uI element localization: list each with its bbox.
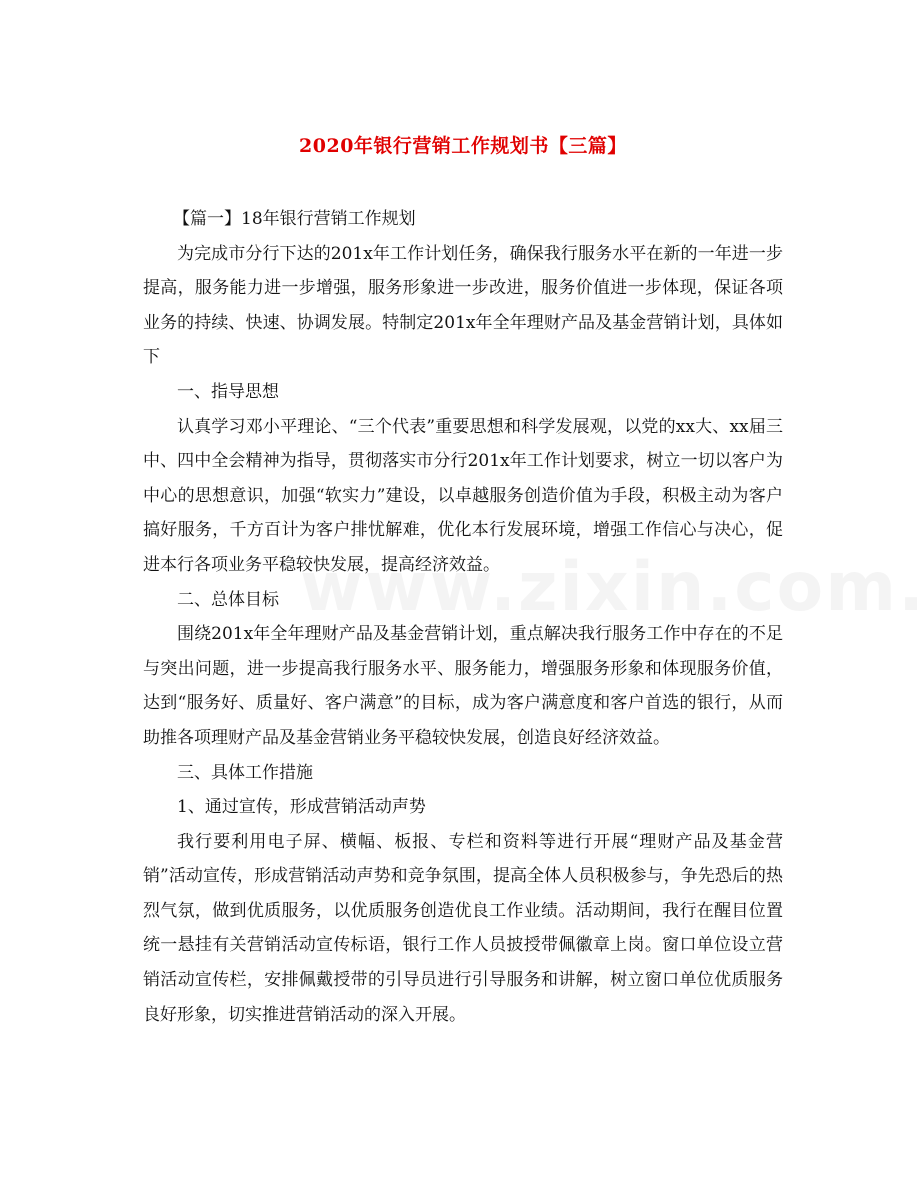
document-title: 2020年银行营销工作规划书【三篇】 [299, 135, 627, 157]
subheading-publicity: 1、通过宣传，形成营销活动声势 [177, 797, 426, 818]
paragraph-guiding-ideology: 认真学习邓小平理论、“三个代表”重要思想和科学发展观，以党的xx大、xx届三中、四中全会精神为指导，贯彻落实市分行201x年工作计划要求，树立一切以客户为中心的思想意识，加强“软实力”建设，以卓越服务创造价值为手段，积极主动为客户搞好服务，千方百计为客户排忧解难，优化本行发展环境，增强工作信心与决心，促进本行各项业务平稳较快发展，提高经济效益。 [143, 416, 783, 575]
paragraph-overall-goal: 围绕201x年全年理财产品及基金营销计划，重点解决我行服务工作中存在的不足与突出问题，进一步提高我行服务水平、服务能力，增强服务形象和体现服务价值，达到“服务好、质量好、客户满意”的目标，成为客户满意度和客户首选的银行，从而助推各项理财产品及基金营销业务平稳较快发展，创造良好经济效益。 [143, 624, 783, 748]
document-body [143, 202, 783, 1032]
paragraph-publicity: 我行要利用电子屏、横幅、板报、专栏和资料等进行开展“理财产品及基金营销”活动宣传，形成营销活动声势和竞争氛围，提高全体人员积极参与，争先恐后的热烈气氛，做到优质服务，以优质服务创造优良工作业绩。活动期间，我行在醒目位置统一悬挂有关营销活动宣传标语，银行工作人员披授带佩徽章上岗。窗口单位设立营销活动宣传栏，安排佩戴授带的引导员进行引导服务和讲解，树立窗口单位优质服务良好形象，切实推进营销活动的深入开展。 [143, 831, 783, 1025]
heading-guiding-ideology: 一、指导思想 [177, 381, 279, 402]
intro-paragraph: 为完成市分行下达的201x年工作计划任务，确保我行服务水平在新的一年进一步提高，服务能力进一步增强，服务形象进一步改进，服务价值进一步体现，保证各项业务的持续、快速、协调发展。特制定201x年全年理财产品及基金营销计划，具体如下 [143, 243, 783, 368]
section-header: 【篇一】18年银行营销工作规划 [173, 209, 416, 229]
heading-specific-measures: 三、具体工作措施 [177, 762, 313, 783]
heading-overall-goal: 二、总体目标 [177, 589, 279, 610]
